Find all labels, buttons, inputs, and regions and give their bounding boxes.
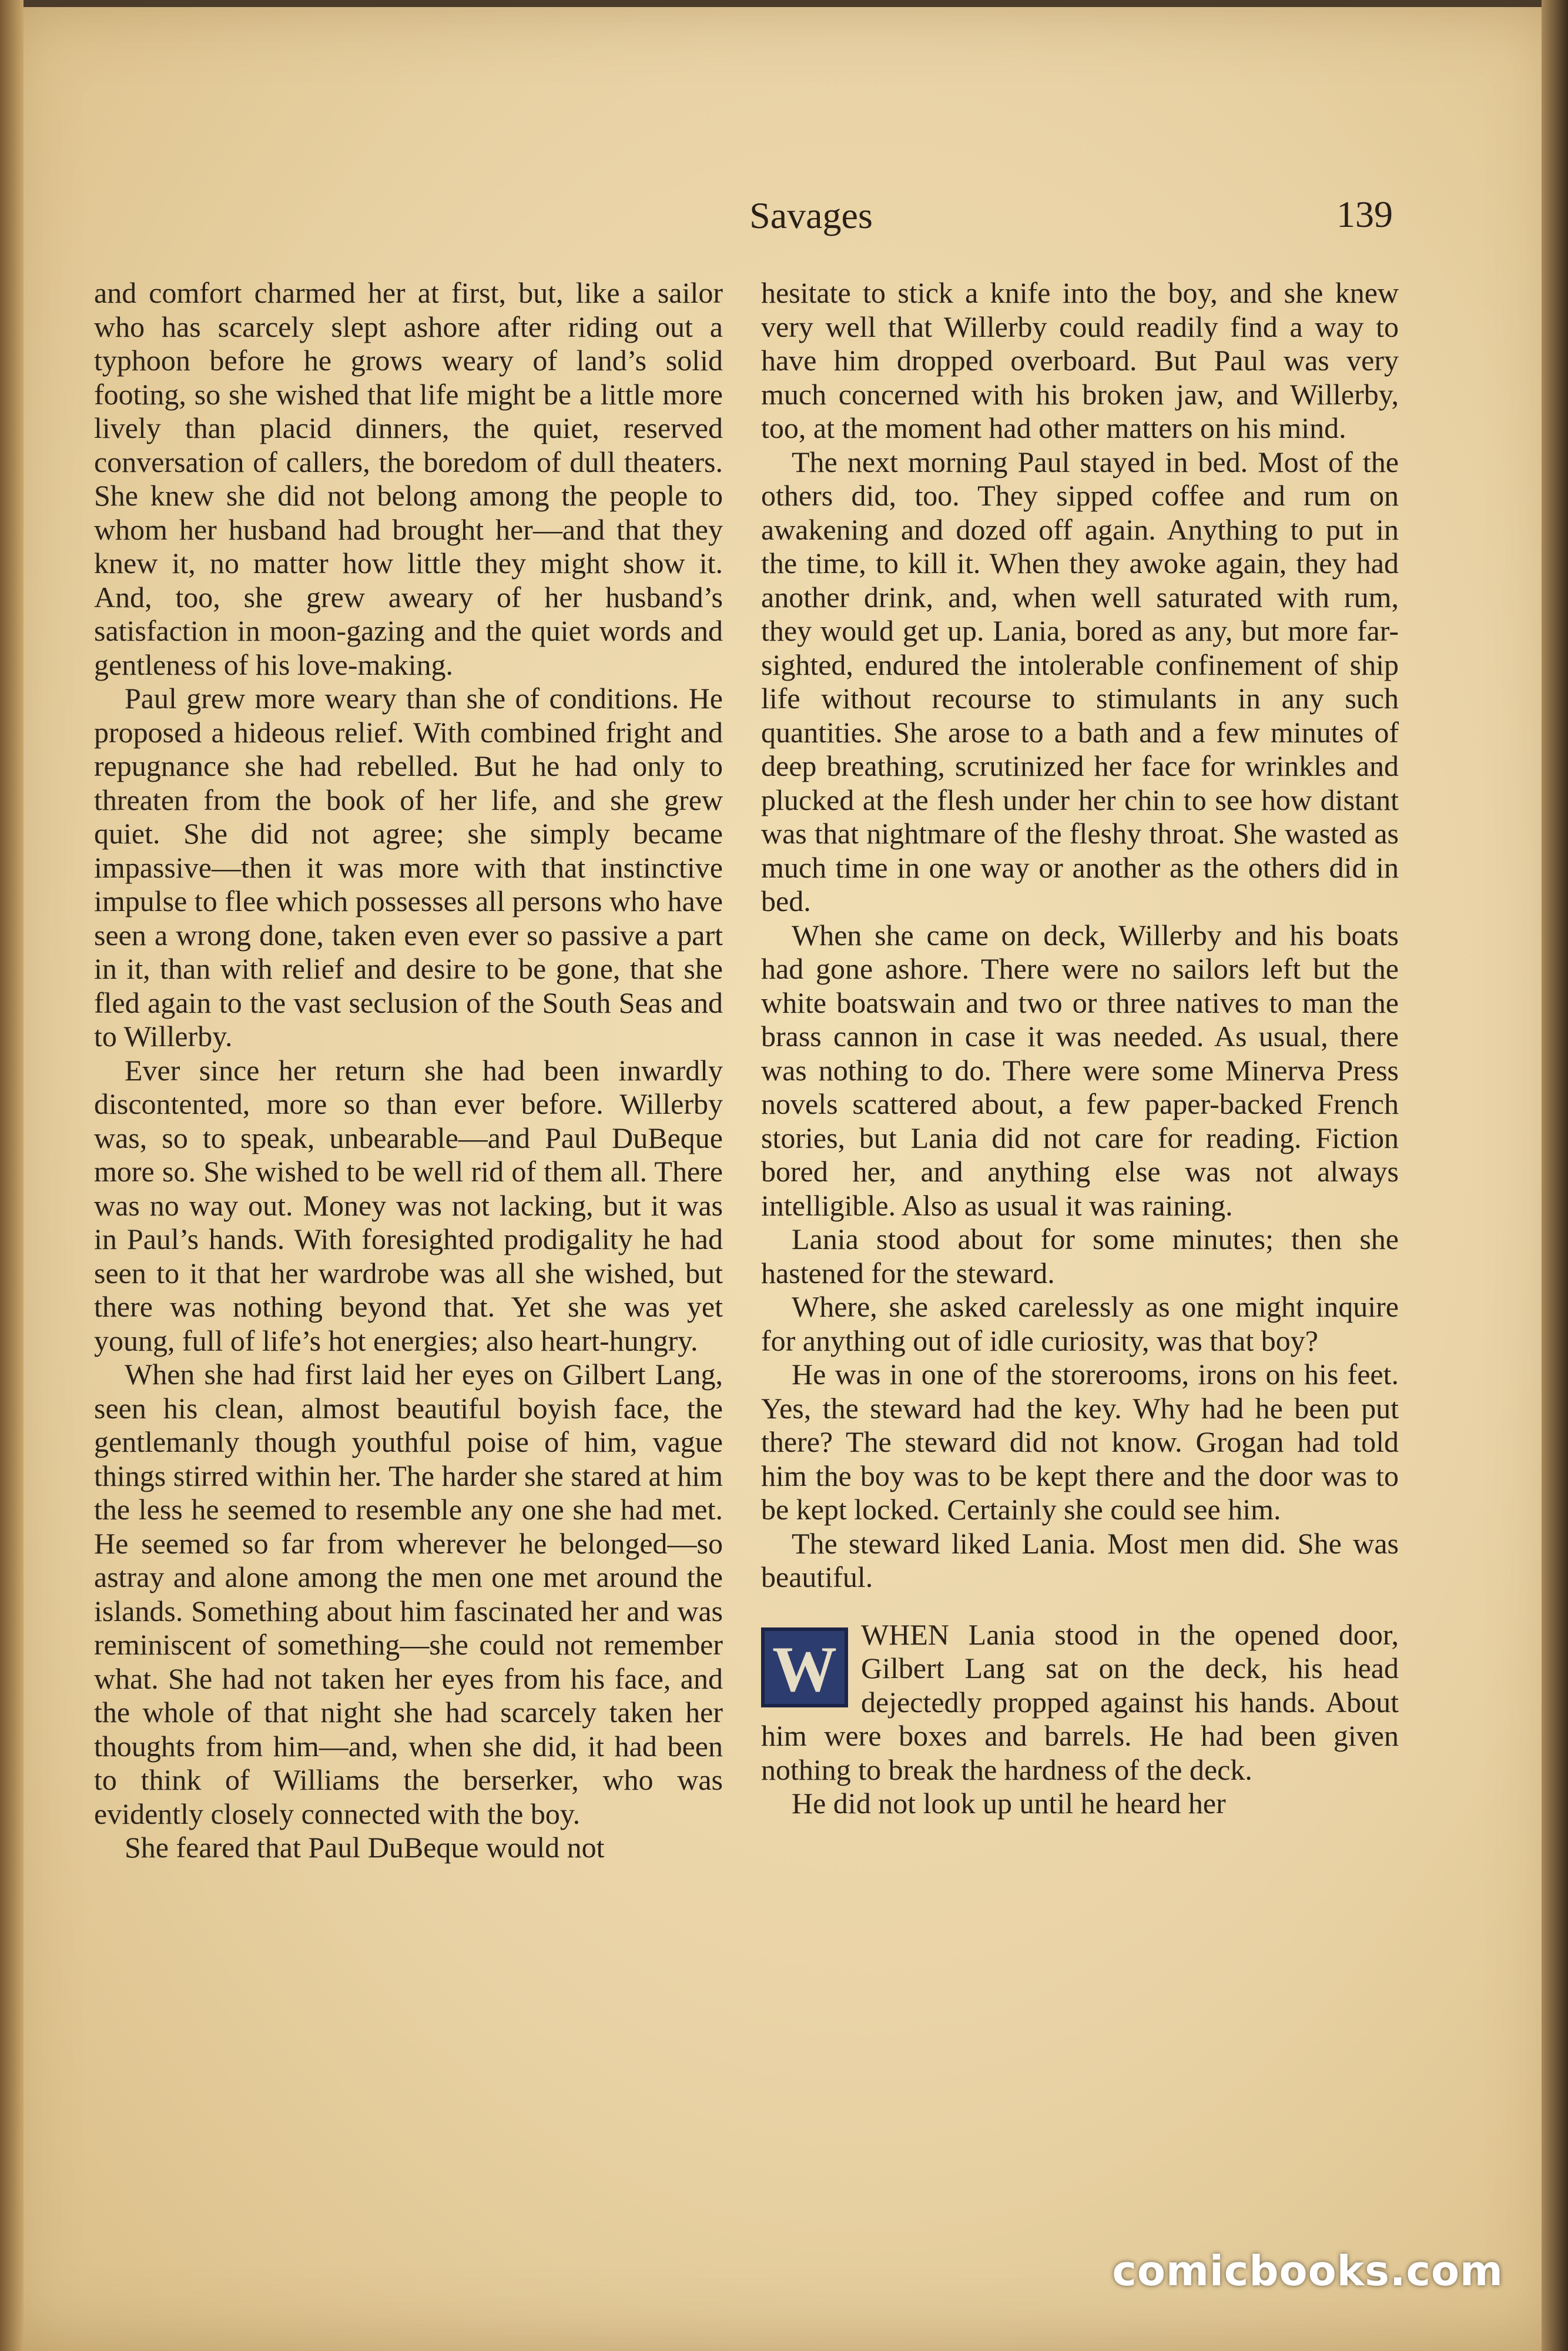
paragraph: He was in one of the storerooms, irons on his feet. Yes, the steward had the key. Why had he been put there? The steward did not know. Grogan had told him the boy was to be kept there and the door was to be kept locked. Certainly she could see him. (761, 1358, 1399, 1526)
paragraph: The steward liked Lania. Most men did. She was beautiful. (761, 1526, 1399, 1593)
paragraph: and comfort charmed her at first, but, like a sailor who has scarcely slept ashore after riding out a typhoon before he grows weary of land’s solid footing, so she wished that life might be a little more lively than placid dinners, the quiet, reserved conversation of callers, the boredom of dull theaters. She knew she did not belong among the people to whom her husband had brought her—and that they knew it, no matter how little they might show it. And, too, she grew aweary of her husband’s satisfaction in moon-gazing and the quiet words and gentleness of his love-making. (94, 276, 723, 681)
text-column-left (94, 276, 723, 1865)
site-watermark: comicbooks.com (1112, 2247, 1503, 2295)
paragraph: Ever since her return she had been inwardly discontented, more so than ever before. Willerby was, so to speak, unbearable—and Paul DuBeque more so. She wished to be well rid of them all. There was no way out. Money was not lacking, but it was in Paul’s hands. With foresighted prodigality he had seen to it that her wardrobe was all she wished, but there was nothing beyond that. Yet she was yet young, full of life’s hot energies; also heart-hungry. (94, 1053, 723, 1357)
paragraph: Where, she asked carelessly as one might inquire for anything out of idle curiosity, was that boy? (761, 1290, 1399, 1357)
section-opening-paragraph (761, 1618, 1399, 1787)
section-opening-text: WHEN Lania stood in the opened door, Gilbert Lang sat on the deck, his head dejectedly propped against his hands. About him were boxes and barrels. He had been given nothing to break the hardness of the deck. (761, 1617, 1399, 1786)
paragraph: hesitate to stick a knife into the boy, and she knew very well that Willerby could readily find a way to have him dropped overboard. But Paul was very much concerned with his broken jaw, and Willerby, too, at the moment had other matters on his mind. (761, 276, 1399, 444)
paragraph: Paul grew more weary than she of conditions. He proposed a hideous relief. With combined fright and repugnance she had rebelled. But he had only to threaten from the book of her life, and she grew quiet. She did not agree; she simply became impassive—then it was more with that instinctive impulse to flee which possesses all persons who have seen a wrong done, taken even ever so passive a part in it, than with relief and desire to be gone, that she fled again to the vast seclusion of the South Seas and to Willerby. (94, 682, 723, 1053)
paragraph: When she came on deck, Willerby and his boats had gone ashore. There were no sailors left but the white boatswain and two or three natives to man the brass cannon in case it was needed. As usual, there was nothing to do. There were some Minerva Press novels scattered about, a few paper-backed French stories, but Lania did not care for reading. Fiction bored her, and anything else was not always intelligible. Also as usual it was raining. (761, 918, 1399, 1222)
page-number: 139 (1336, 193, 1393, 235)
page-spine-shadow (0, 0, 24, 2351)
page-top-edge (0, 0, 1568, 7)
drop-cap-ornament: W (761, 1627, 848, 1707)
running-head: Savages (749, 195, 873, 236)
text-column-right (761, 276, 1399, 1821)
paragraph: She feared that Paul DuBeque would not (125, 1831, 605, 1864)
paragraph: He did not look up until he heard her (792, 1787, 1226, 1820)
paragraph: Lania stood about for some minutes; then she hastened for the steward. (761, 1223, 1399, 1290)
paragraph: When she had first laid her eyes on Gilbert Lang, seen his clean, almost beautiful boyish face, the gentlemanly though youthful poise of him, vague things stirred within her. The harder she stared at him the less he seemed to resemble any one she had met. He seemed so far from wherever he belonged—so astray and alone among the men one met around the islands. Something about him fascinated her and was reminiscent of something—she could not remember what. She had not taken her eyes from his face, and the whole of that night she had scarcely taken her thoughts from him—and, when she did, it had been to think of Williams the berserker, who was evidently closely connected with the boy. (94, 1358, 723, 1830)
paragraph: The next morning Paul stayed in bed. Most of the others did, too. They sipped coffee and rum on awakening and dozed off again. Anything to put in the time, to kill it. When they awoke again, they had another drink, and, when well saturated with rum, they would get up. Lania, bored as any, but more far-sighted, endured the intolerable confinement of ship life without recourse to stimulants in any such quantities. She arose to a bath and a few minutes of deep breathing, scrutinized her face for wrinkles and plucked at the flesh under her chin to see how distant was that nightmare of the fleshy throat. She wasted as much time in one way or another as the others did in bed. (761, 445, 1399, 917)
page-right-edge (1542, 0, 1568, 2351)
